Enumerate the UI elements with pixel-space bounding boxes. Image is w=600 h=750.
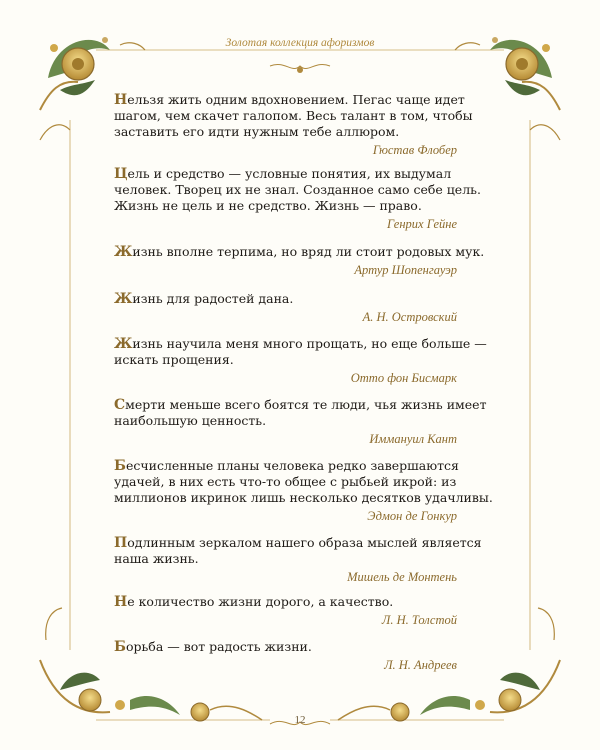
quote-body: е количество жизни дорого, а качество.	[127, 594, 394, 609]
quote-text	[114, 92, 499, 140]
quote-body: мерти меньше всего боятся те люди, чья жизнь имеет наибольшую ценность.	[114, 397, 487, 428]
drop-letter: Б	[114, 639, 126, 655]
quote-author: Эдмон де Гонкур	[367, 509, 457, 523]
quote-1	[114, 92, 499, 158]
drop-letter: Ж	[114, 336, 133, 352]
drop-letter: Ж	[114, 244, 133, 260]
quote-author: Мишель де Монтень	[347, 570, 457, 584]
quote-8	[114, 535, 499, 585]
quote-author: Гюстав Флобер	[372, 143, 457, 157]
drop-letter: П	[114, 535, 128, 551]
quote-author: Л. Н. Толстой	[381, 613, 457, 627]
top-center-ornament-icon	[270, 64, 330, 73]
quote-10	[114, 639, 499, 673]
drop-letter: Ж	[114, 291, 133, 307]
quote-2	[114, 166, 499, 232]
quote-body: изнь для радостей дана.	[132, 291, 294, 306]
quote-3	[114, 244, 499, 278]
quote-7	[114, 458, 499, 524]
quote-5	[114, 336, 499, 386]
quote-text	[114, 166, 499, 214]
quote-9	[114, 594, 499, 628]
quote-text	[114, 397, 499, 429]
page-number: 12	[294, 714, 306, 726]
quote-author: Л. Н. Андреев	[384, 658, 457, 672]
quote-author: Генрих Гейне	[387, 217, 457, 231]
running-header: Золотая коллекция афоризмов	[225, 37, 375, 49]
drop-letter: Б	[114, 458, 126, 474]
quote-4	[114, 291, 499, 325]
quote-body: есчисленные планы человека редко завершаются удачей, в них есть что-то общее с рыбьей икрой: из миллионов икринок лишь несколько десятков удачливы.	[114, 458, 493, 505]
quote-body: одлинным зеркалом нашего образа мыслей является наша жизнь.	[114, 535, 482, 566]
drop-letter: Ц	[114, 166, 128, 182]
quote-body: ель и средство — условные понятия, их выдумал человек. Творец их не знал. Созданное само себе цель. Жизнь не цель и не средство. Жизнь — право.	[114, 166, 481, 213]
quote-text	[114, 535, 499, 567]
drop-letter: Н	[114, 92, 128, 108]
quote-text	[114, 244, 499, 260]
quote-text	[114, 336, 499, 368]
quote-author: Артур Шопенгауэр	[354, 263, 457, 277]
quote-text	[114, 639, 499, 655]
quote-author: Иммануил Кант	[369, 432, 457, 446]
drop-letter: С	[114, 397, 126, 413]
quote-text	[114, 458, 499, 506]
quote-body: орьба — вот радость жизни.	[125, 639, 312, 654]
quote-6	[114, 397, 499, 447]
quote-body: ельзя жить одним вдохновением. Пегас чаще идет шагом, чем скачет галопом. Весь талант в том, чтобы заставить его идти нужным тебе аллюром.	[114, 92, 473, 139]
quote-author: Отто фон Бисмарк	[350, 371, 457, 385]
quote-text	[114, 594, 499, 610]
drop-letter: Н	[114, 594, 128, 610]
quote-text	[114, 291, 499, 307]
quote-author: А. Н. Островский	[362, 310, 457, 324]
quote-body: изнь научила меня много прощать, но еще больше — искать прощения.	[114, 336, 487, 367]
quote-body: изнь вполне терпима, но вряд ли стоит родовых мук.	[132, 244, 485, 259]
